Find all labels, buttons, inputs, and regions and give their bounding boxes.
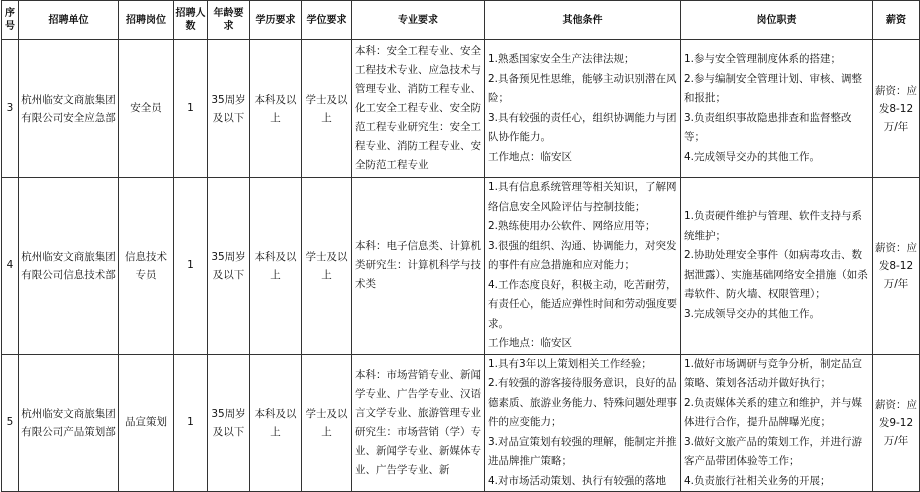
header-duty: 岗位职责 bbox=[681, 1, 873, 40]
row-duties bbox=[681, 178, 873, 355]
condition-line: 2.具备预见性思维，能够主动识别潜在风险； bbox=[488, 72, 677, 104]
duty-line: 2.协助处理安全事件（如病毒攻击、数据泄露）、实施基础网络安全措施（如杀毒软件、防火墙、权限管理）； bbox=[684, 249, 868, 301]
row-edu: 本科及以上 bbox=[250, 178, 302, 355]
condition-line: 4.对市场活动策划、执行有较强的落地 bbox=[488, 474, 667, 487]
table-row bbox=[2, 40, 920, 178]
condition-line: 1.熟悉国家安全生产法律法规； bbox=[488, 53, 635, 65]
condition-line: 3.很强的组织、沟通、协调能力，对突发的事件有应急措施和应对能力； bbox=[488, 239, 677, 271]
row-edu: 本科及以上 bbox=[250, 354, 302, 492]
condition-line: 1.具有3年以上策划相关工作经验； bbox=[488, 357, 652, 370]
row-other-conditions bbox=[485, 178, 681, 355]
row-salary: 薪资：应发8-12万/年 bbox=[873, 178, 920, 355]
header-age: 年龄要求 bbox=[208, 1, 250, 40]
row-other-conditions bbox=[485, 354, 681, 492]
header-edu: 学历要求 bbox=[250, 1, 302, 40]
header-salary: 薪资 bbox=[873, 1, 920, 40]
duty-line: 3.完成领导交办的其他工作。 bbox=[684, 307, 821, 320]
header-position: 招聘岗位 bbox=[119, 1, 174, 40]
duty-line: 2.负责媒体关系的建立和维护，并与媒体进行合作，提升品牌曝光度； bbox=[684, 396, 863, 428]
duty-line: 3.负责组织事故隐患排查和监督整改等； bbox=[684, 111, 852, 143]
row-seq: 3 bbox=[2, 40, 19, 178]
duty-line: 3.做好文旅产品的策划工作，并进行游客产品带团体验等工作； bbox=[684, 435, 863, 467]
table-row bbox=[2, 178, 920, 355]
row-position: 安全员 bbox=[119, 40, 174, 178]
row-degree: 学士及以上 bbox=[302, 178, 352, 355]
duty-line: 1.参与安全管理制度体系的搭建； bbox=[684, 53, 842, 65]
condition-line: 1.具有信息系统管理等相关知识，了解网络信息安全风险评估与控制技能； bbox=[488, 181, 677, 213]
row-duties bbox=[681, 40, 873, 178]
duty-line: 1.负责硬件维护与管理、软件支持与系统维护； bbox=[684, 210, 863, 242]
recruitment-table bbox=[1, 0, 920, 492]
header-major: 专业要求 bbox=[352, 1, 485, 40]
row-age: 35周岁及以下 bbox=[208, 40, 250, 178]
row-count: 1 bbox=[174, 354, 208, 492]
row-count: 1 bbox=[174, 178, 208, 355]
header-degree: 学位要求 bbox=[302, 1, 352, 40]
row-duties bbox=[681, 354, 873, 492]
row-degree: 学士及以上 bbox=[302, 40, 352, 178]
row-position: 品宣策划 bbox=[119, 354, 174, 492]
duty-line: 2.参与编制安全管理计划、审核、调整和报批； bbox=[684, 72, 863, 104]
row-age: 35周岁及以下 bbox=[208, 178, 250, 355]
condition-line: 3.对品宣策划有较强的理解，能制定并推进品牌推广策略； bbox=[488, 435, 677, 467]
duty-line: 1.做好市场调研与竞争分析，制定品宣策略、策划各活动并做好执行； bbox=[684, 357, 863, 389]
work-location: 工作地点：临安区 bbox=[488, 150, 572, 163]
row-salary: 薪资：应发9-12万/年 bbox=[873, 354, 920, 492]
row-seq: 4 bbox=[2, 178, 19, 355]
row-seq: 5 bbox=[2, 354, 19, 492]
table-row bbox=[2, 354, 920, 492]
row-degree: 学士及以上 bbox=[302, 354, 352, 492]
row-count: 1 bbox=[174, 40, 208, 178]
condition-line: 2.熟练使用办公软件、网络应用等； bbox=[488, 220, 656, 232]
row-unit: 杭州临安文商旅集团有限公司信息技术部 bbox=[19, 178, 119, 355]
row-major: 本科：安全工程专业、安全工程技术专业、应急技术与管理专业、消防工程专业、化工安全工程专业、安全防范工程专业研究生：安全工程专业、消防工程专业、安全防范工程专业 bbox=[352, 40, 485, 178]
row-edu: 本科及以上 bbox=[250, 40, 302, 178]
duty-line: 4.负责旅行社相关业务的开展； bbox=[684, 474, 831, 487]
header-other: 其他条件 bbox=[485, 1, 681, 40]
row-major: 本科：电子信息类、计算机类研究生：计算机科学与技术类 bbox=[352, 178, 485, 355]
row-salary: 薪资：应发8-12万/年 bbox=[873, 40, 920, 178]
condition-line: 4.工作态度良好，积极主动，吃苦耐劳，有责任心，能适应弹性时间和劳动强度要求。 bbox=[488, 278, 677, 330]
row-major: 本科：市场营销专业、新闻学专业、广告学专业、汉语言文学专业、旅游管理专业研究生：市场营销（学）专业、新闻学专业、新媒体专业、广告学专业、新 bbox=[352, 354, 485, 492]
row-position: 信息技术专员 bbox=[119, 178, 174, 355]
row-unit: 杭州临安文商旅集团有限公司产品策划部 bbox=[19, 354, 119, 492]
header-unit: 招聘单位 bbox=[19, 1, 119, 40]
work-location: 工作地点：临安区 bbox=[488, 337, 572, 349]
row-age: 35周岁及以下 bbox=[208, 354, 250, 492]
duty-line: 4.完成领导交办的其他工作。 bbox=[684, 150, 821, 163]
row-unit: 杭州临安文商旅集团有限公司安全应急部 bbox=[19, 40, 119, 178]
header-seq: 序号 bbox=[2, 1, 19, 40]
header-count: 招聘人数 bbox=[174, 1, 208, 40]
condition-line: 3.具有较强的责任心，组织协调能力与团队协作能力。 bbox=[488, 111, 677, 143]
header-row bbox=[2, 1, 920, 40]
row-other-conditions bbox=[485, 40, 681, 178]
condition-line: 2.有较强的游客接待服务意识，良好的品德素质、旅游业务能力、特殊问题处理事件的应变能力； bbox=[488, 377, 677, 428]
